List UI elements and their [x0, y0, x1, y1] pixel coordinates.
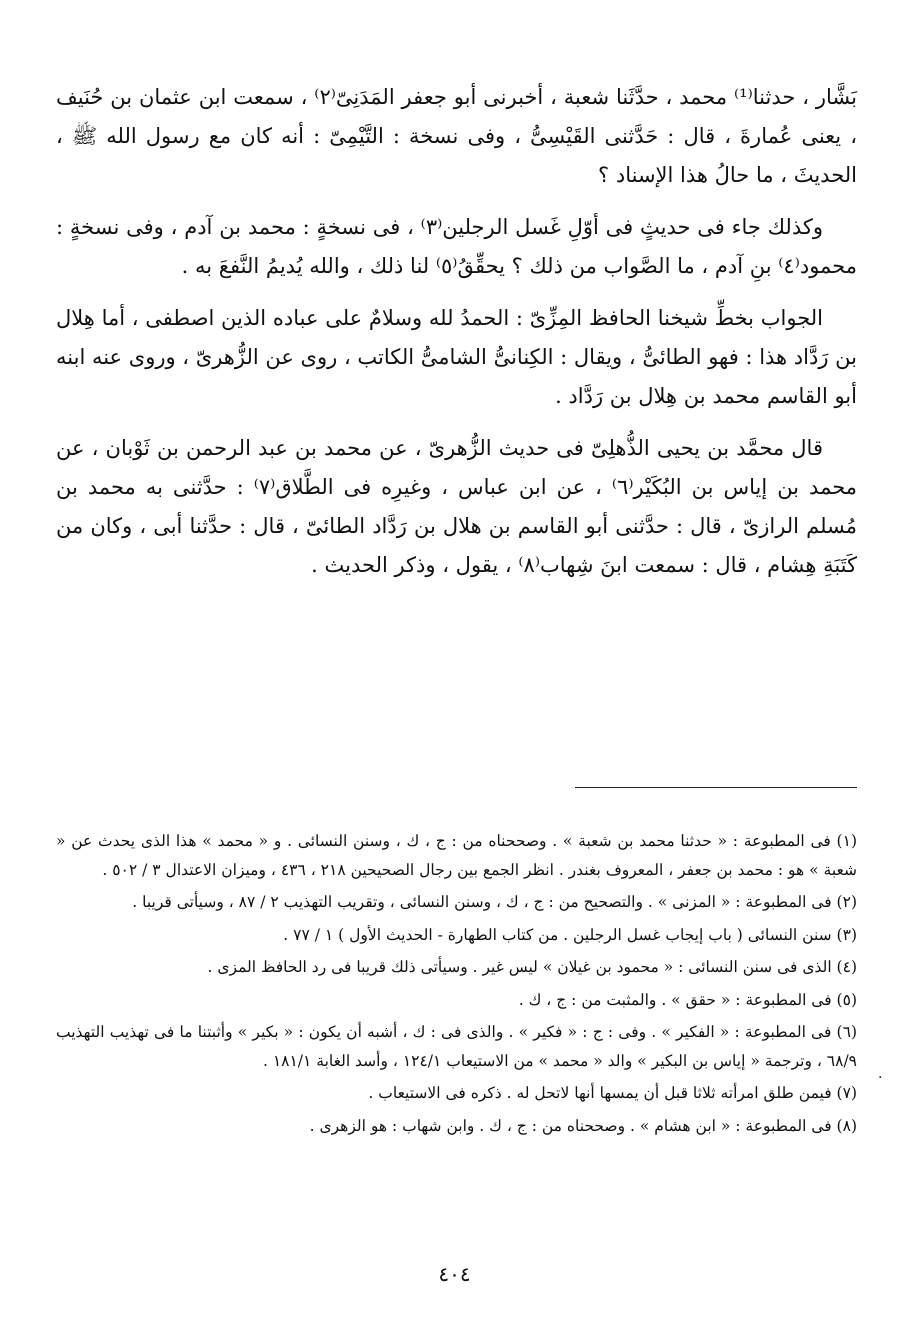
footnote-8: (٨) فى المطبوعة : « ابن هشام » . وصححناه من : ج ، ك . وابن شهاب : هو الزهرى .	[309, 1116, 857, 1135]
paragraph-1: بَشَّار ، حدثنا⁽¹⁾ محمد ، حدَّثَنا شعبة ، أخبرنى أبو جعفر المَدَنِىّ⁽٢⁾ ، سمعت ابن عثمان بن حُنَيف ، يعنى عُمارةَ ، قال : حَدَّثنى القَيْسِىُّ ، وفى نسخة : التَّيْمِىّ : أنه كان مع رسول الله ﷺ ، الحديثَ ، ما حالُ هذا الإسناد ؟	[56, 85, 857, 187]
footnote-1: (١) فى المطبوعة : « حدثنا محمد بن شعبة » . وصححناه من : ج ، ك ، وسنن النسائى . و « محمد » هذا الذى يحدث عن « شعبة » هو : محمد بن جعفر ، المعروف بغندر . انظر الجمع بين رجال الصحيحين ٢١٨ ، ٤٣٦ ، وميزان الاعتدال ٣ / ٥٠٢ .	[56, 832, 857, 879]
footnote-7: (٧) فيمن طلق امرأته ثلاثا قبل أن يمسها أنها لاتحل له . ذكره فى الاستيعاب .	[368, 1084, 857, 1102]
paragraph-4: قال محمَّد بن يحيى الذُّهلِىّ فى حديث الزُّهرىّ ، عن محمد بن عبد الرحمن بن ثَوْبان ، عن محمد بن إياس بن البُكَيْر⁽٦⁾ ، عن ابن عباس ، وغيرِه فى الطَّلاق⁽٧⁾ : حدَّثنى به محمد بن مُسلم الرازىّ ، قال : حدَّثنى أبو القاسم بن هلال بن رَدَّاد الطائىّ ، قال : حدَّثنا أبى ، وكان من كَتَبَةِ هِشام ، قال : سمعت ابنَ شِهاب⁽٨⁾ ، يقول ، وذكر الحديث .	[56, 436, 858, 577]
main-text	[56, 78, 857, 598]
paragraph-2: وكذلك جاء فى حديثٍ فى أوّلِ غَسل الرجلين⁽٣⁾ ، فى نسخةٍ : محمد بن آدم ، وفى نسخةٍ : محمود⁽٤⁾ بنِ آدم ، ما الصَّواب من ذلك ؟ يحقِّقُ⁽٥⁾ لنا ذلك ، والله يُديمُ النَّفعَ به .	[56, 215, 857, 278]
margin-mark: .	[878, 1066, 883, 1082]
paragraph-3: الجواب بخطِّ شيخنا الحافظ المِزِّىّ : الحمدُ لله وسلامٌ على عباده الذين اصطفى ، أما هِلال بن رَدَّاد هذا : فهو الطائىُّ ، ويقال : الكِنانىُّ الشامىُّ الكاتب ، روى عن الزُّهرىّ ، وروى عنه ابنه أبو القاسم محمد بن هِلال بن رَدَّاد .	[56, 306, 857, 408]
footnote-4: (٤) الذى فى سنن النسائى : « محمود بن غيلان » ليس غير . وسيأتى ذلك قريبا فى رد الحافظ المزى .	[207, 958, 857, 976]
footnote-separator	[575, 787, 857, 788]
footnote-6: (٦) فى المطبوعة : « الفكير » . وفى : ج : « فكير » . والذى فى : ك ، أشبه أن يكون : « بكير » وأثبتنا ما فى تهذيب التهذيب ٦٨/٩ ، وترجمة « إياس بن البكير » والد « محمد » من الاستيعاب ١٢٤/١ ، وأسد الغابة ١٨١/١ .	[56, 1023, 857, 1070]
footnote-5: (٥) فى المطبوعة : « حقق » . والمثبت من : ج ، ك .	[518, 990, 857, 1009]
page-number: ٤٠٤	[438, 1262, 471, 1286]
footnote-3: (٣) سنن النسائى ( باب إيجاب غسل الرجلين . من كتاب الطهارة - الحديث الأول ) ١ / ٧٧ .	[283, 925, 857, 944]
footnote-2: (٢) فى المطبوعة : « المزنى » . والتصحيح من : ج ، ك ، وسنن النسائى ، وتقريب التهذيب ٢ / ٨٧ ، وسيأتى قريبا .	[132, 893, 857, 911]
footnotes	[56, 827, 857, 1144]
